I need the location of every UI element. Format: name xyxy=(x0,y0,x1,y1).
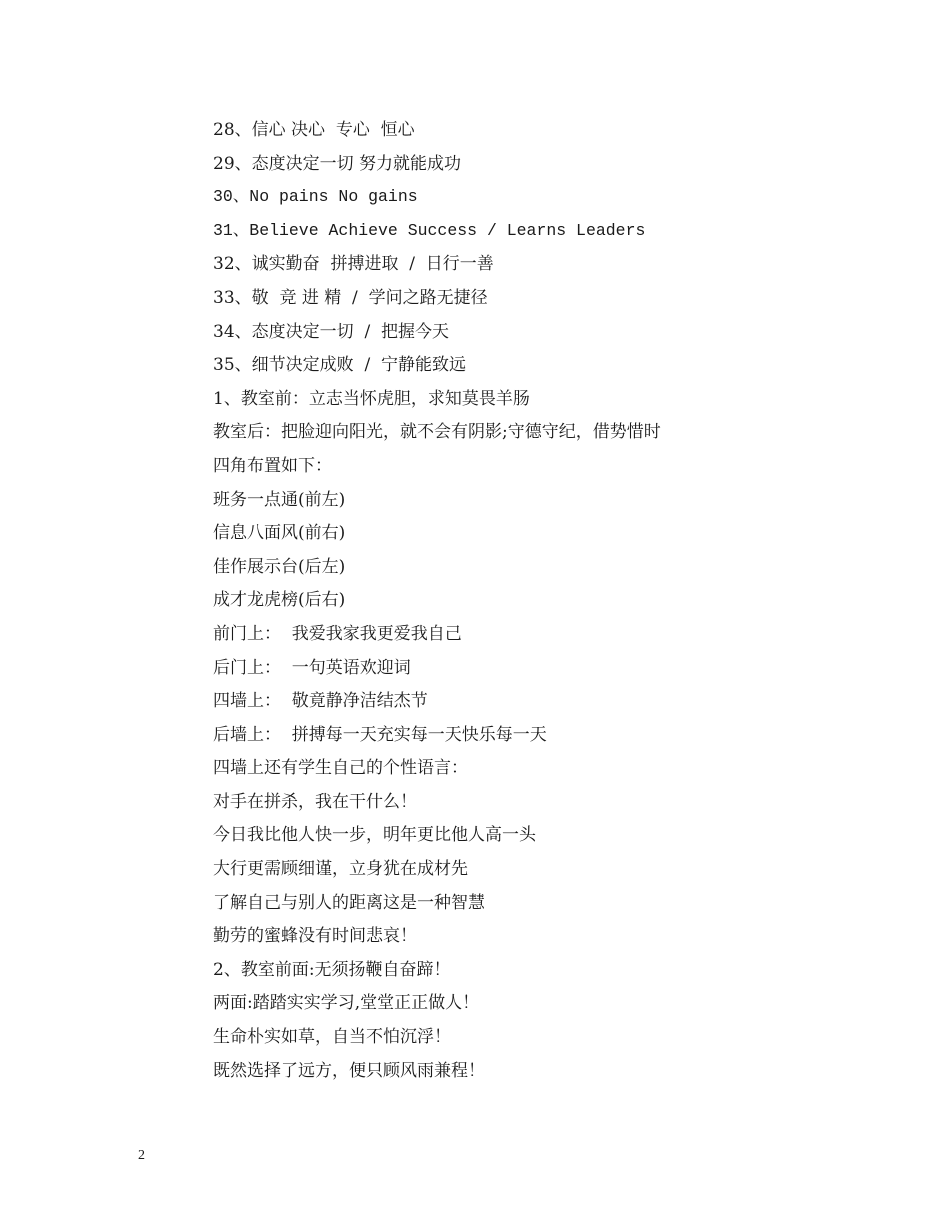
text-line: 大行更需顾细谨，立身犹在成材先 xyxy=(213,859,468,880)
text-line: 34、态度决定一切 / 把握今天 xyxy=(213,321,449,342)
text-line: 29、态度决定一切 努力就能成功 xyxy=(213,153,462,174)
text-line: 四墙上还有学生自己的个性语言： xyxy=(213,758,468,779)
text-line: 32、诚实勤奋 拼搏进取 / 日行一善 xyxy=(213,254,494,275)
text-line: 成才龙虎榜(后右) xyxy=(213,590,346,611)
text-line: 35、细节决定成败 / 宁静能致远 xyxy=(213,355,466,376)
text-line: 勤劳的蜜蜂没有时间悲哀！ xyxy=(213,926,417,947)
document-body xyxy=(213,117,913,1091)
text-line: 对手在拼杀，我在干什么！ xyxy=(213,791,417,812)
text-line: 教室后：把脸迎向阳光，就不会有阴影;守德守纪，借势惜时 xyxy=(213,422,661,443)
text-line: 四墙上： 敬竟静净洁结杰节 xyxy=(213,691,428,712)
text-line: 既然选择了远方，便只顾风雨兼程！ xyxy=(213,1060,485,1081)
text-line: 信息八面风(前右) xyxy=(213,523,346,544)
text-line: 28、信心 决心 专心 恒心 xyxy=(213,120,415,140)
text-line: 31、Believe Achieve Success / Learns Leaders xyxy=(213,220,646,240)
text-line: 2、教室前面:无须扬鞭自奋蹄！ xyxy=(213,959,451,980)
text-line: 33、敬 竞 进 精 / 学问之路无捷径 xyxy=(213,287,488,308)
text-line: 前门上： 我爱我家我更爱我自己 xyxy=(213,623,462,644)
text-line: 两面:踏踏实实学习,堂堂正正做人！ xyxy=(213,993,480,1014)
text-line: 1、教室前：立志当怀虎胆，求知莫畏羊肠 xyxy=(213,388,530,409)
text-line: 生命朴实如草，自当不怕沉浮！ xyxy=(213,1027,451,1048)
text-line: 今日我比他人快一步，明年更比他人高一头 xyxy=(213,825,536,846)
text-line: 了解自己与别人的距离这是一种智慧 xyxy=(213,892,485,913)
text-line: 四角布置如下： xyxy=(213,455,332,476)
text-line: 后门上： 一句英语欢迎词 xyxy=(213,657,411,678)
text-line: 佳作展示台(后左) xyxy=(213,556,346,577)
text-line: 班务一点通(前左) xyxy=(213,489,346,510)
text-line: 30、No pains No gains xyxy=(213,187,418,207)
page-number: 2 xyxy=(138,1148,145,1163)
text-line: 后墙上： 拼搏每一天充实每一天快乐每一天 xyxy=(213,724,547,745)
